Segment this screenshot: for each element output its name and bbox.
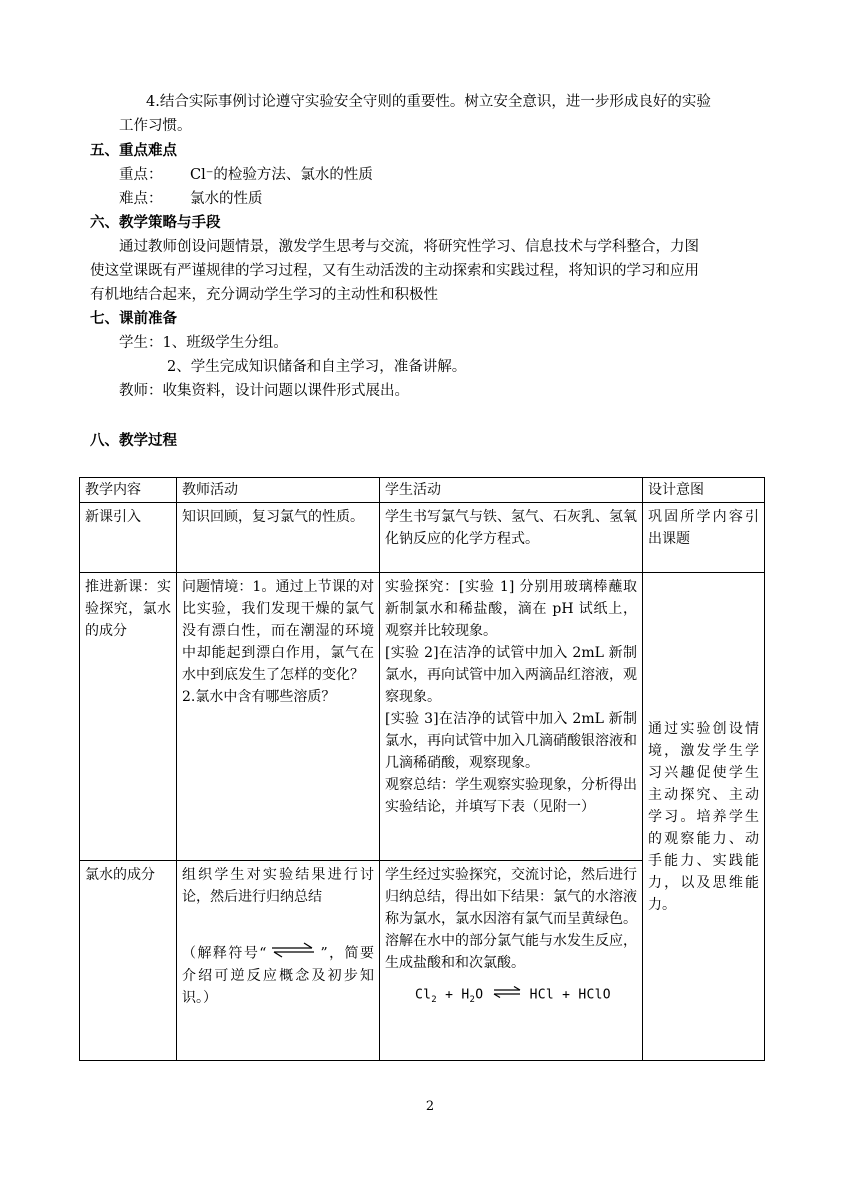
row2-content: 推进新课：实验探究，氯水的成分 bbox=[80, 573, 177, 861]
formula-cl: Cl bbox=[415, 987, 432, 1003]
page-number: 2 bbox=[425, 1099, 435, 1114]
explain-suffix: ”，简要介绍可逆反应概念及初步知识。） bbox=[182, 945, 374, 1006]
experiment-1: 实验探究：[实验 1] 分别用玻璃棒蘸取新制氯水和稀盐酸，滴在 pH 试纸上，观察并比较现象。 bbox=[385, 579, 637, 639]
section-heading-strategy: 六、教学策略与手段 bbox=[90, 215, 221, 231]
header-intent: 设计意图 bbox=[643, 478, 765, 503]
teacher-prep: 教师：收集资料，设计问题以课件形式展出。 bbox=[119, 383, 409, 399]
row1-intent: 巩固所学内容引出课题 bbox=[643, 503, 765, 573]
experiment-3: [实验 3]在洁净的试管中加入 2mL 新制氯水，再向试管中加入几滴硝酸银溶液和几滴稀硝酸，观察现象。 bbox=[385, 711, 637, 771]
strategy-line-3: 有机地结合起来，充分调动学生学习的主动性和积极性 bbox=[90, 287, 438, 303]
row1-content: 新课引入 bbox=[80, 503, 177, 573]
objective-item-4-cont: 工作习惯。 bbox=[119, 118, 192, 134]
header-student: 学生活动 bbox=[380, 478, 643, 503]
strategy-line-1: 通过教师创设问题情景，激发学生思考与交流，将研究性学习、信息技术与学科整合，力图 bbox=[119, 239, 699, 255]
student-prep-1: 学生：1、班级学生分组。 bbox=[119, 335, 288, 351]
objective-item-4: 4.结合实际事例讨论遵守实验安全守则的重要性。树立安全意识，进一步形成良好的实验 bbox=[146, 94, 711, 110]
table-row bbox=[80, 573, 765, 861]
strategy-line-2: 使这堂课既有严谨规律的学习过程，又有生动活泼的主动探索和实践过程，将知识的学习和应用 bbox=[90, 263, 699, 279]
row3-content: 氯水的成分 bbox=[80, 861, 177, 1061]
observation-summary: 观察总结：学生观察实验现象，分析得出实验结论，并填写下表（见附一） bbox=[385, 777, 637, 815]
header-content: 教学内容 bbox=[80, 478, 177, 503]
explain-prefix: （解释符号“ bbox=[182, 945, 267, 962]
row2-teacher bbox=[177, 573, 380, 861]
row3-teacher bbox=[177, 861, 380, 1061]
conclusion-text: 学生经过实验探究，交流讨论，然后进行归纳总结，得出如下结果：氯气的水溶液称为氯水，氯水因溶有氯气而呈黄绿色。溶解在水中的部分氯气能与水发生反应，生成盐酸和和次氯酸。 bbox=[385, 867, 637, 971]
row2-student bbox=[380, 573, 643, 861]
formula-o: O bbox=[475, 987, 484, 1003]
row3-teacher-task: 组织学生对实验结果进行讨论，然后进行归纳总结 bbox=[182, 867, 374, 905]
table-row bbox=[80, 503, 765, 573]
key-point-label: 重点： bbox=[119, 167, 163, 183]
row1-teacher: 知识回顾，复习氯气的性质。 bbox=[177, 503, 380, 573]
equilibrium-arrow-icon bbox=[266, 942, 320, 965]
formula-products: HCl + HClO bbox=[529, 987, 611, 1003]
formula-sub-2: 2 bbox=[469, 995, 476, 1006]
equilibrium-arrow-icon bbox=[492, 984, 522, 1006]
chlorine-water-equation bbox=[385, 984, 637, 1011]
student-prep-2: 2、学生完成知识储备和自主学习，准备讲解。 bbox=[167, 359, 467, 375]
formula-sub-1: 2 bbox=[431, 995, 437, 1006]
formula-h: + H bbox=[436, 987, 470, 1003]
row3-teacher-explain bbox=[182, 942, 374, 1009]
section-heading-key-points: 五、重点难点 bbox=[90, 143, 177, 159]
teaching-process-table bbox=[79, 477, 765, 1061]
section-heading-process: 八、教学过程 bbox=[90, 433, 177, 449]
section-heading-preparation: 七、课前准备 bbox=[90, 311, 177, 327]
experiment-2: [实验 2]在洁净的试管中加入 2mL 新制氯水，再向试管中加入两滴品红溶液，观察现象。 bbox=[385, 645, 637, 705]
key-point-text: Cl⁻的检验方法、氯水的性质 bbox=[190, 167, 373, 183]
row3-student bbox=[380, 861, 643, 1061]
row1-student: 学生书写氯气与铁、氢气、石灰乳、氢氧化钠反应的化学方程式。 bbox=[380, 503, 643, 573]
row2-teacher-question-1: 问题情境：1。通过上节课的对比实验，我们发现干燥的氯气没有漂白性，而在潮湿的环境中却能起到漂白作用，氯气在水中到底发生了怎样的变化？ bbox=[182, 579, 374, 683]
difficult-point-text: 氯水的性质 bbox=[190, 191, 263, 207]
row2-teacher-question-2: 2.氯水中含有哪些溶质？ bbox=[182, 689, 336, 705]
table-header-row bbox=[80, 478, 765, 503]
header-teacher: 教师活动 bbox=[177, 478, 380, 503]
difficult-point-label: 难点： bbox=[119, 191, 163, 207]
shared-intent: 通过实验创设情境，激发学生学习兴趣促使学生主动探究、主动学习。培养学生的观察能力、动手能力、实践能力，以及思维能力。 bbox=[643, 573, 765, 1061]
